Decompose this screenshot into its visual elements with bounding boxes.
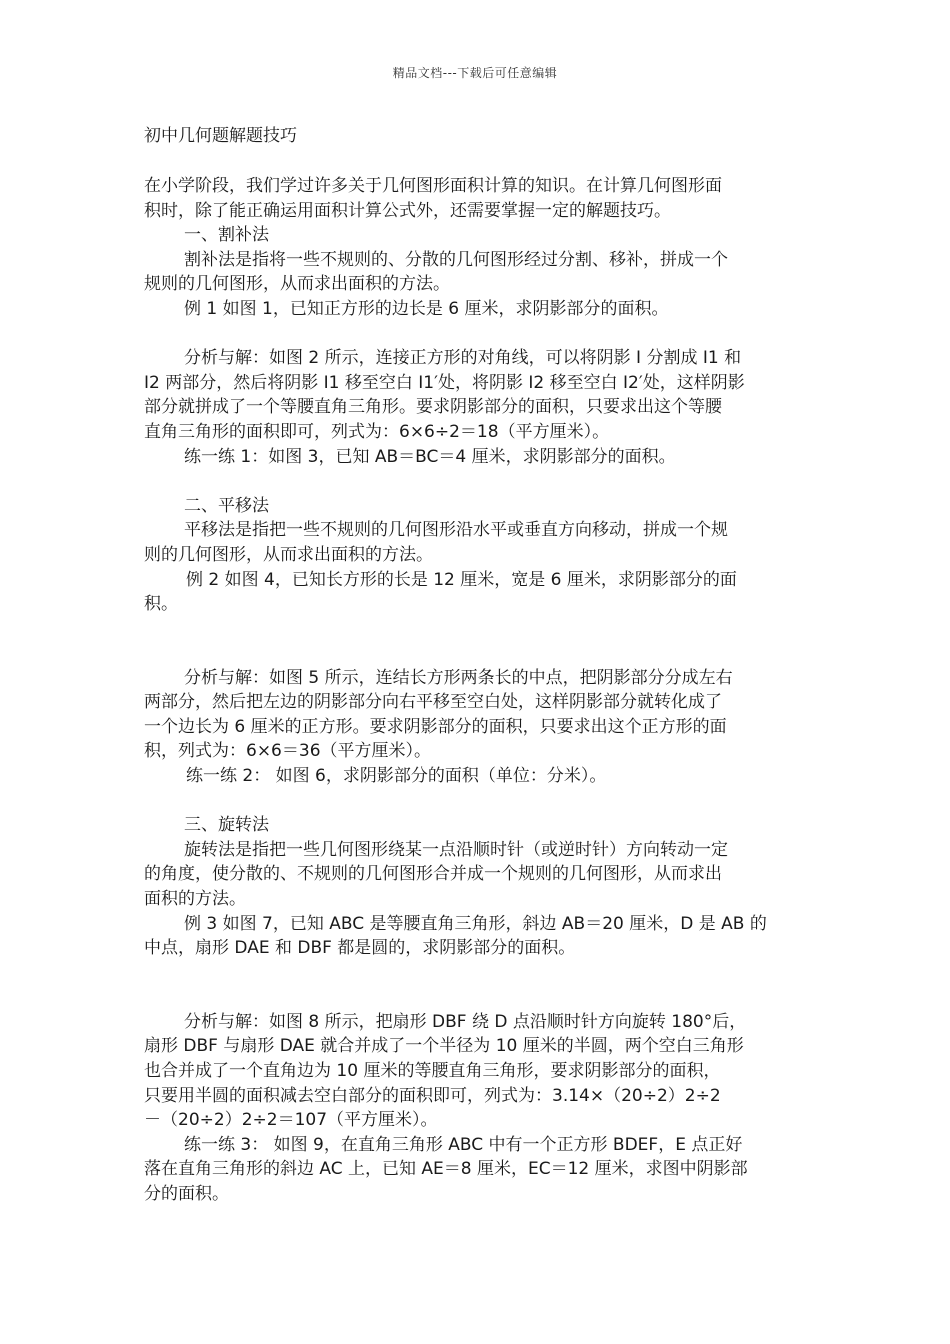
section-heading: 一、割补法 (184, 225, 269, 246)
analysis-line: －（20÷2）2÷2＝107（平方厘米）。 (144, 1110, 438, 1131)
intro-line: 积时，除了能正确运用面积计算公式外，还需要掌握一定的解题技巧。 (144, 200, 671, 221)
paragraph-line: 平移法是指把一些不规则的几何图形沿水平或垂直方向移动，拼成一个规 (184, 520, 728, 541)
section-heading: 二、平移法 (184, 495, 269, 516)
paragraph-line: 旋转法是指把一些几何图形绕某一点沿顺时针（或逆时针）方向转动一定 (184, 839, 728, 860)
analysis-line: 直角三角形的面积即可，列式为：6×6÷2＝18（平方厘米）。 (144, 421, 610, 442)
example-line: 积。 (144, 594, 178, 615)
analysis-line: 只要用半圆的面积减去空白部分的面积即可，列式为：3.14×（20÷2）2÷2 (144, 1085, 721, 1106)
practice-line: 练一练 2： 如图 6，求阴影部分的面积（单位：分米）。 (186, 766, 607, 787)
analysis-line: 分析与解：如图 5 所示，连结长方形两条长的中点，把阴影部分分成左右 (184, 667, 733, 688)
analysis-line: 分析与解：如图 8 所示，把扇形 DBF 绕 D 点沿顺时针方向旋转 180°后， (184, 1011, 747, 1032)
paragraph-line: 的角度，使分散的、不规则的几何图形合并成一个规则的几何图形，从而求出 (144, 864, 722, 885)
example-line: 例 1 如图 1，已知正方形的边长是 6 厘米，求阴影部分的面积。 (184, 298, 669, 319)
example-line: 中点，扇形 DAE 和 DBF 都是圆的，求阴影部分的面积。 (144, 938, 576, 959)
analysis-line: 部分就拼成了一个等腰直角三角形。要求阴影部分的面积，只要求出这个等腰 (144, 397, 722, 418)
analysis-line: 扇形 DBF 与扇形 DAE 就合并成了一个半径为 10 厘米的半圆，两个空白三角形 (144, 1036, 744, 1057)
practice-line: 落在直角三角形的斜边 AC 上，已知 AE＝8 厘米，EC＝12 厘米，求图中阴影部 (144, 1159, 748, 1180)
paragraph-line: 面积的方法。 (144, 889, 246, 910)
example-line: 例 2 如图 4，已知长方形的长是 12 厘米，宽是 6 厘米，求阴影部分的面 (186, 569, 737, 590)
practice-line: 练一练 1：如图 3，已知 AB＝BC＝4 厘米，求阴影部分的面积。 (184, 446, 676, 467)
analysis-line: 分析与解：如图 2 所示，连接正方形的对角线，可以将阴影 I 分割成 I1 和 (184, 348, 742, 369)
page-header: 精品文档---下载后可任意编辑 (392, 66, 558, 80)
analysis-line: 也合并成了一个直角边为 10 厘米的等腰直角三角形，要求阴影部分的面积， (144, 1061, 721, 1081)
practice-line: 练一练 3： 如图 9，在直角三角形 ABC 中有一个正方形 BDEF，E 点正好 (184, 1134, 743, 1155)
analysis-line: 一个边长为 6 厘米的正方形。要求阴影部分的面积，只要求出这个正方形的面 (144, 716, 727, 737)
intro-line: 在小学阶段，我们学过许多关于几何图形面积计算的知识。在计算几何图形面 (144, 176, 722, 196)
analysis-line: 两部分，然后把左边的阴影部分向右平移至空白处，这样阴影部分就转化成了 (144, 692, 722, 713)
analysis-line: 积，列式为：6×6＝36（平方厘米）。 (144, 741, 432, 762)
paragraph-line: 规则的几何图形，从而求出面积的方法。 (144, 274, 450, 295)
document-title: 初中几何题解题技巧 (144, 126, 297, 146)
paragraph-line: 则的几何图形，从而求出面积的方法。 (144, 544, 433, 565)
practice-line: 分的面积。 (144, 1183, 229, 1204)
analysis-line: I2 两部分，然后将阴影 I1 移至空白 I1′处，将阴影 I2 移至空白 I2′处，这样阴影 (144, 372, 745, 393)
example-line: 例 3 如图 7，已知 ABC 是等腰直角三角形，斜边 AB＝20 厘米，D 是 AB 的 (184, 913, 767, 934)
paragraph-line: 割补法是指将一些不规则的、分散的几何图形经过分割、移补，拼成一个 (184, 249, 728, 270)
section-heading: 三、旋转法 (184, 815, 269, 836)
document-body (144, 124, 804, 1207)
